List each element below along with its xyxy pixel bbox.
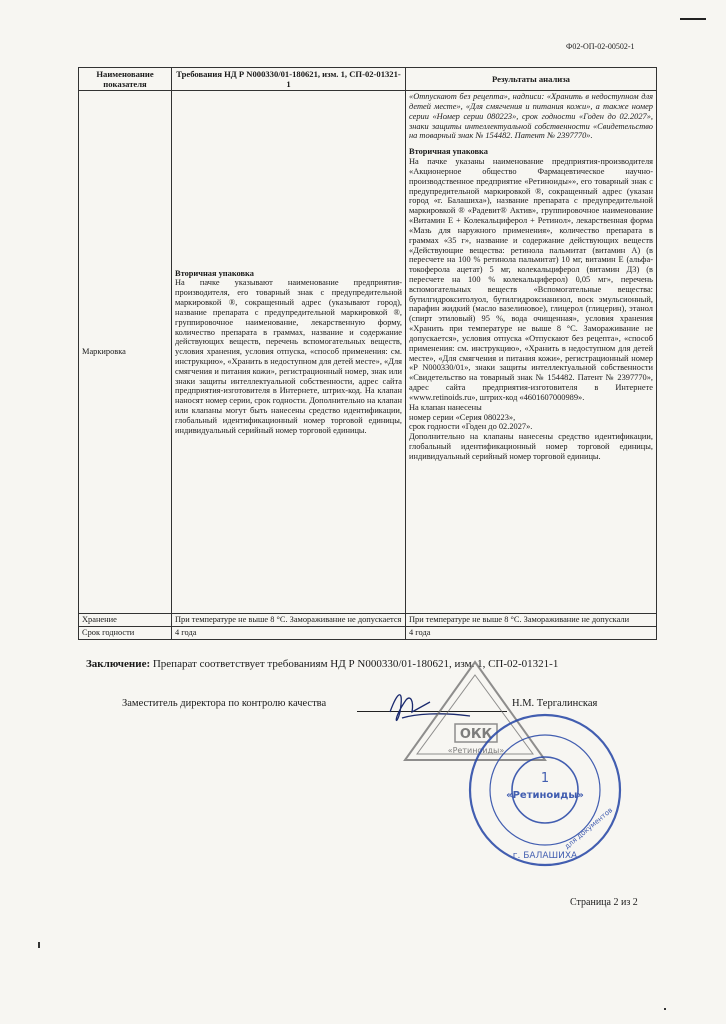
document-code: Ф02-ОП-02-00502-1 <box>566 42 635 51</box>
res-flap-2: номер серии «Серия 080223», <box>409 412 516 422</box>
okk-stamp-sub: «Ретиноиды» <box>447 746 505 755</box>
conclusion-text: Препарат соответствует требованиям НД Р N000330/01-180621, изм. 1, СП-02-01321-1 <box>152 658 559 670</box>
column-header-indicator: Наименование показателя <box>79 68 172 91</box>
req-subtitle: Вторичная упаковка <box>175 268 254 278</box>
res-flap-3: срок годности «Годен до 02.2027». <box>409 422 533 432</box>
page-number: Страница 2 из 2 <box>570 897 638 908</box>
seal-center-text: «Ретиноиды» <box>506 790 584 801</box>
res-top-text: «Отпускают без рецепта», надписи: «Хранить в недоступном для детей месте», «Для смягчения и питания кожи», а также номер серии «Номер серии 080223», срок годности «Годен до 02.2027», знаки защиты интеллектуальной собственности «Свидетельство на товарный знак № 154482. Патент № 2397770». <box>409 92 653 141</box>
round-seal <box>470 715 620 865</box>
res-extra: Дополнительно на клапаны нанесены средство идентификации, глобальный идентификационный номер торговой единицы, индивидуальный серийный номер торговой единицы. <box>409 432 653 461</box>
shelf-life-result: 4 года <box>406 626 657 639</box>
shelf-life-name: Срок годности <box>79 626 172 639</box>
req-text: На пачке указывают наименование предприятия-производителя, его товарный знак с предупредительной маркировкой ®, сокращенный адрес (указывают город), название препарата с предупредительной маркировкой ®, группировочное наименование, лекарственную форму, количество препарата в граммах, название и содержание действующих веществ, перечень вспомогательных веществ, условия хранения, условия отпуска, «способ применения: см. инструкцию», «Хранить в недоступном для детей месте», «Для смягчения и питания кожи», регистрационный номер, знак или знаки защиты интеллектуальной собственности, адрес сайта предприятия-изготовителя в Интернете, штрих-код. На клапан наносят номер серии, срок годности. Дополнительно на клапан или клапаны могут быть нанесены средство идентификации, глобальный идентификационный номер торговой единицы, индивидуальный серийный номер торговой единицы. <box>175 278 402 435</box>
res-subtitle: Вторичная упаковка <box>409 147 488 157</box>
seal-city-text: г. БАЛАШИХА <box>512 851 578 861</box>
margin-mark <box>38 942 40 948</box>
res-flap-1: На клапан нанесены <box>409 402 482 412</box>
column-header-requirements: Требования НД Р N000330/01-180621, изм. 1, СП-02-01321-1 <box>172 68 406 91</box>
marking-name: Маркировка <box>79 91 172 614</box>
margin-mark-2 <box>664 1008 666 1010</box>
shelf-life-requirement: 4 года <box>172 626 406 639</box>
signer-name: Н.М. Тергалинская <box>512 698 598 709</box>
seal-number: 1 <box>540 771 550 786</box>
column-header-results: Результаты анализа <box>406 68 657 91</box>
signer-position: Заместитель директора по контролю качества <box>122 698 327 709</box>
conclusion-label: Заключение: <box>86 658 151 670</box>
storage-requirement: При температуре не выше 8 °С. Замораживание не допускается <box>172 614 406 627</box>
storage-name: Хранение <box>79 614 172 627</box>
res-text: На пачке указаны наименование предприятия-производителя «Акционерное общество Фармацевтическое научно-производственное предприятие «Ретиноиды»», его товарный знак с предупредительной маркировкой ®, сокращенный адрес (указан город «г. Балашиха»), название препарата с предупредительной маркировкой ® «Радевит® Актив», группировочное наименование «Витамин Е + Колекальциферол + Ретинол», лекарственная форма «Мазь для наружного применения», количество препарата в граммах «35 г», название и содержание действующих веществ «Действующие вещества: ретинола пальмитат (витамин А) (в пересчете на 100 % ретинола пальмитат) 10 мг, витамин Е (альфа-токоферола ацетат) 5 мг, колекальциферол (витамин Д3) (в пересчете на 100 % колекальциферол) 0,05 мг», перечень вспомогательных веществ «Вспомогательные вещества: бутилгидрокситолуол, бутилгидроксианизол, воск эмульсионный, парафин жидкий (масло вазелиновое), глицерол (глицерин), этанол (спирт этиловый) 95 %, вода очищенная», условия хранения «Хранить при температуре не выше 8 °С. Замораживание не допускается», условия отпуска «Отпускают без рецепта», «способ применения: см. инструкцию», «Хранить в недоступном для детей месте», «Для смягчения и питания кожи», регистрационный номер «Р N000330/01», знаки защиты интеллектуальной собственности «Свидетельство на товарный знак № 154482. Патент № 2397770», адрес сайта предприятия-изготовителя в Интернете «www.retinoids.ru», штрих-код «4601607000989». <box>409 157 653 402</box>
okk-stamp-title: ОКК <box>459 727 493 742</box>
storage-result: При температуре не выше 8 °С. Замораживание не допускали <box>406 614 657 627</box>
seal-sub-text: для документов <box>563 806 615 851</box>
okk-stamp <box>405 662 545 760</box>
